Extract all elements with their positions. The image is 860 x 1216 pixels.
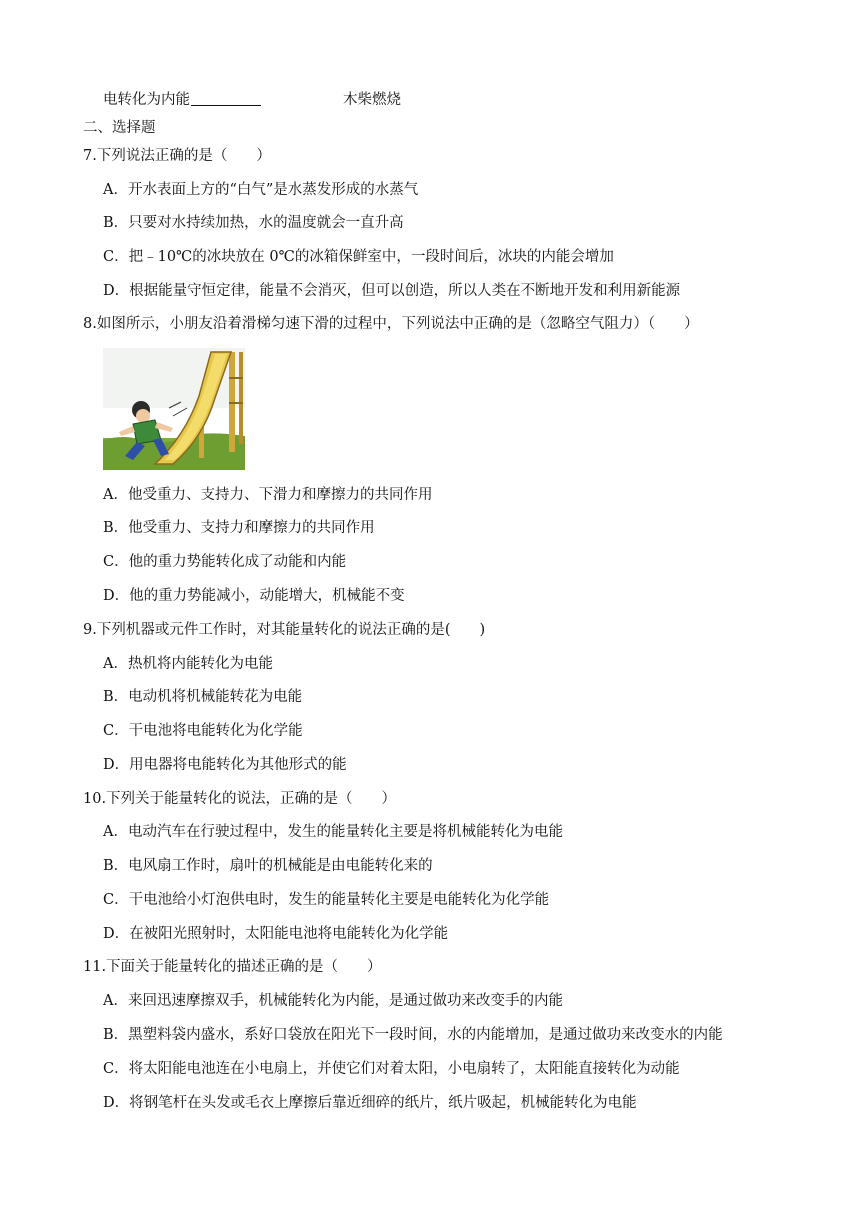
option-text: 电风扇工作时，扇叶的机械能是由电能转化来的 — [128, 858, 433, 874]
option-b[interactable] — [103, 213, 404, 233]
option-a[interactable] — [103, 485, 432, 505]
option-label: D． — [103, 926, 130, 942]
option-text: 黑塑料袋内盛水，系好口袋放在阳光下一段时间，水的内能增加，是通过做功来改变水的内能 — [128, 1027, 723, 1043]
option-text: 开水表面上方的“白气”是水蒸发形成的水蒸气 — [127, 182, 419, 198]
question-stem: 8.如图所示，小朋友沿着滑梯匀速下滑的过程中，下列说法中正确的是（忽略空气阻力）（ ） — [83, 316, 699, 332]
option-label: C． — [103, 892, 129, 908]
option-a[interactable] — [103, 180, 418, 200]
option-text: 将钢笔杆在头发或毛衣上摩擦后靠近细碎的纸片，纸片吸起，机械能转化为电能 — [129, 1095, 637, 1111]
option-label: D． — [103, 757, 130, 773]
option-text: 根据能量守恒定律，能量不会消灭，但可以创造，所以人类在不断地开发和利用新能源 — [129, 283, 681, 299]
option-d[interactable] — [103, 755, 347, 775]
option-text: 电动机将机械能转花为电能 — [128, 689, 303, 705]
option-label: A． — [103, 182, 128, 198]
option-text: 只要对水持续加热，水的温度就会一直升高 — [128, 215, 404, 231]
option-label: D． — [103, 588, 130, 604]
option-a[interactable] — [103, 991, 563, 1011]
option-label: C． — [103, 249, 129, 265]
option-label: B． — [103, 858, 129, 874]
option-text: 干电池给小灯泡供电时，发生的能量转化主要是电能转化为化学能 — [128, 892, 550, 908]
question-stem: 11.下面关于能量转化的描述正确的是（ ） — [83, 959, 382, 975]
option-label: A． — [103, 993, 128, 1009]
top-row-left-text: 电转化为内能 — [103, 92, 190, 108]
slide-illustration — [103, 348, 245, 470]
option-label: B． — [103, 520, 129, 536]
option-c[interactable] — [103, 721, 303, 741]
option-label: B． — [103, 1027, 129, 1043]
option-c[interactable] — [103, 1059, 680, 1079]
question-stem: 9.下列机器或元件工作时，对其能量转化的说法正确的是( ) — [83, 622, 486, 638]
option-text: 他的重力势能转化成了动能和内能 — [128, 554, 347, 570]
option-label: A． — [103, 824, 128, 840]
option-label: C． — [103, 1061, 129, 1077]
question-stem: 10.下列关于能量转化的说法，正确的是（ ） — [83, 791, 397, 807]
option-d[interactable] — [103, 1093, 637, 1113]
option-label: C． — [103, 723, 129, 739]
option-b[interactable] — [103, 518, 375, 538]
option-text: 来回迅速摩擦双手，机械能转化为内能，是通过做功来改变手的内能 — [127, 993, 563, 1009]
top-row-right-text: 木柴燃烧 — [343, 92, 401, 108]
option-d[interactable] — [103, 586, 405, 606]
section-title: 二、选择题 — [83, 120, 156, 136]
option-label: B． — [103, 689, 129, 705]
option-d[interactable] — [103, 924, 448, 944]
option-a[interactable] — [103, 822, 563, 842]
option-label: B． — [103, 215, 129, 231]
option-b[interactable] — [103, 1025, 723, 1045]
option-c[interactable] — [103, 552, 346, 572]
option-text: 他受重力、支持力、下滑力和摩擦力的共同作用 — [127, 487, 433, 503]
question-stem: 7.下列说法正确的是（ ） — [83, 148, 271, 164]
option-text: 在被阳光照射时，太阳能电池将电能转化为化学能 — [129, 926, 449, 942]
option-c[interactable] — [103, 890, 549, 910]
option-text: 他的重力势能减小，动能增大，机械能不变 — [129, 588, 405, 604]
top-row — [103, 90, 401, 110]
option-text: 干电池将电能转化为化学能 — [128, 723, 303, 739]
option-text: 电动汽车在行驶过程中，发生的能量转化主要是将机械能转化为电能 — [127, 824, 563, 840]
option-text: 热机将内能转化为电能 — [127, 656, 273, 672]
option-c[interactable] — [103, 247, 614, 267]
answer-blank[interactable] — [191, 91, 261, 106]
option-text: 用电器将电能转化为其他形式的能 — [129, 757, 347, 773]
option-text: 他受重力、支持力和摩擦力的共同作用 — [128, 520, 375, 536]
option-label: A． — [103, 487, 128, 503]
option-label: C． — [103, 554, 129, 570]
option-label: D． — [103, 1095, 130, 1111]
option-label: A． — [103, 656, 128, 672]
option-text: 将太阳能电池连在小电扇上，并使它们对着太阳，小电扇转了，太阳能直接转化为动能 — [128, 1061, 680, 1077]
option-text: 把﹣10℃的冰块放在 0℃的冰箱保鲜室中，一段时间后，冰块的内能会增加 — [128, 249, 614, 265]
option-d[interactable] — [103, 281, 680, 301]
option-b[interactable] — [103, 687, 302, 707]
option-a[interactable] — [103, 654, 273, 674]
option-label: D． — [103, 283, 130, 299]
option-b[interactable] — [103, 856, 433, 876]
